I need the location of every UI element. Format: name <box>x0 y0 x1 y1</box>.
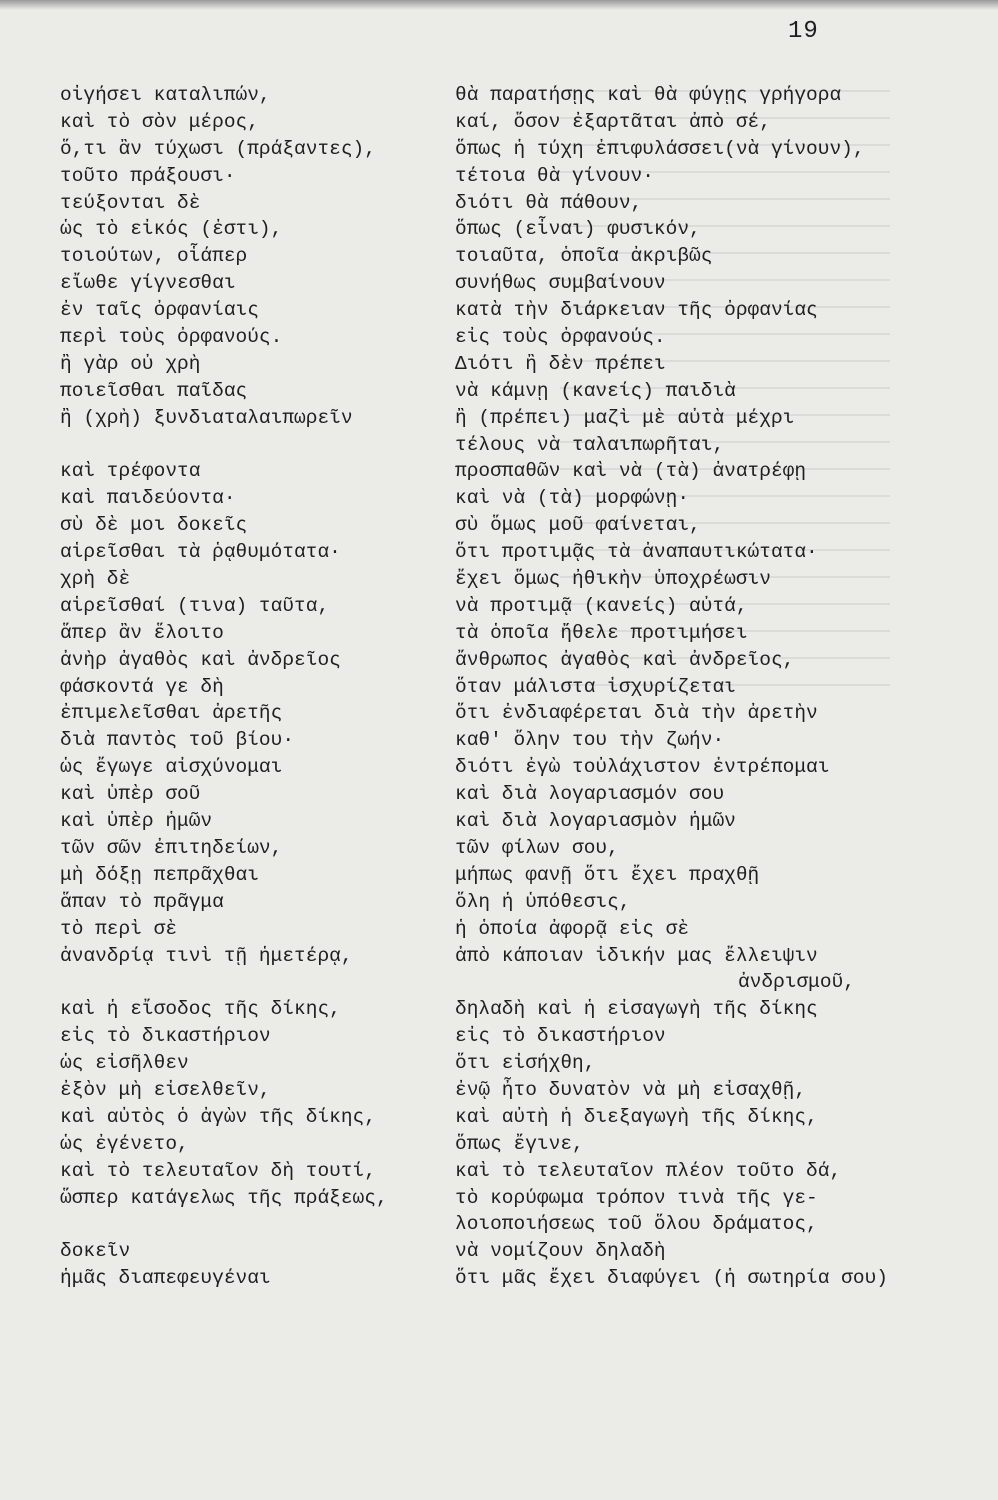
page-number: 19 <box>788 18 819 45</box>
original-text-line: αἱρεῖσθαί (τινα) ταῦτα, <box>60 594 330 617</box>
original-text-line: οἰγήσει καταλιπών, <box>60 84 271 106</box>
translation-text-line: ὅτι μᾶς ἔχει διαφύγει (ἡ σωτηρία σου) <box>455 1267 888 1290</box>
original-text-line: ὥσπερ κατάγελως τῆς πράξεως, <box>60 1186 388 1209</box>
original-text-line <box>60 1211 440 1238</box>
translation-text-line: ὅλη ἡ ὑπόθεσις, <box>455 890 631 913</box>
original-text-line: ἀνανδρίᾳ τινὶ τῇ ἡμετέρᾳ, <box>60 944 353 967</box>
translation-text-line: κατὰ τὴν διάρκειαν τῆς ὀρφανίας <box>455 299 818 322</box>
translation-text-line: καὶ τὸ τελευταῖον πλέον τοῦτο δά, <box>455 1159 842 1182</box>
translation-text-line: τέτοια θὰ γίνουν· <box>455 164 654 187</box>
original-text-line: ὡς εἰσῆλθεν <box>60 1052 189 1075</box>
original-text-line: τὸ περὶ σὲ <box>60 917 178 940</box>
original-text-line: τοῦτο πράξουσι· <box>60 164 236 187</box>
translation-text-line: ἡ ὁποία ἀφορᾷ εἰς σὲ <box>455 917 690 940</box>
original-text-line: ὅ,τι ἂν τύχωσι (πράξαντες), <box>60 137 376 160</box>
original-text-line: τοιούτων, οἷάπερ <box>60 245 248 268</box>
original-text-line: ἢ (χρὴ) ξυνδιαταλαιπωρεῖν <box>60 406 353 429</box>
translation-text-line: νὰ προτιμᾷ (κανείς) αὐτά, <box>455 594 748 617</box>
original-text-line: ἅπαν τὸ πρᾶγμα <box>60 890 224 913</box>
original-text-line: ποιεῖσθαι παῖδας <box>60 379 248 402</box>
original-text-line: καὶ τὸ σὸν μέρος, <box>60 110 259 133</box>
original-text-line: δοκεῖν <box>60 1240 131 1263</box>
greek-original-column <box>60 82 440 1292</box>
translation-text-line: καθ' ὅλην του τὴν ζωήν· <box>455 729 725 752</box>
translation-text-line: τέλους νὰ ταλαιπωρῆται, <box>455 433 725 456</box>
original-text-line: ἐπιμελεῖσθαι ἀρετῆς <box>60 702 283 725</box>
original-text-line: ἀνὴρ ἀγαθὸς καὶ ἀνδρεῖος <box>60 648 341 671</box>
original-text-line <box>60 432 440 459</box>
original-text-line: καὶ αὐτὸς ὁ ἀγὼν τῆς δίκης, <box>60 1105 376 1128</box>
translation-text-line: ὅπως (εἶναι) φυσικόν, <box>455 218 701 241</box>
translation-text-line: δηλαδὴ καὶ ἡ εἰσαγωγὴ τῆς δίκης <box>455 998 818 1021</box>
translation-text-line: Διότι ἢ δὲν πρέπει <box>455 352 666 375</box>
original-text-line: ὡς ἔγωγε αἰσχύνομαι <box>60 756 283 779</box>
translation-text-line: νὰ νομίζουν δηλαδὴ <box>455 1240 666 1263</box>
translation-text-line: τοιαῦτα, ὁποῖα ἀκριβῶς <box>455 245 713 268</box>
original-text-line: καὶ παιδεύοντα· <box>60 487 236 510</box>
original-text-line: καὶ ὑπὲρ σοῦ <box>60 783 201 806</box>
translation-text-line: καὶ νὰ (τὰ) μορφώνῃ· <box>455 487 690 510</box>
translation-text-line: ἔχει ὅμως ἠθικὴν ὑποχρέωσιν <box>455 568 771 591</box>
translation-text-line: καὶ αὐτὴ ἡ διεξαγωγὴ τῆς δίκης, <box>455 1105 818 1128</box>
translation-text-line: ὅπως ἡ τύχη ἐπιφυλάσσει(νὰ γίνουν), <box>455 137 865 160</box>
translation-text-line: ὅτι εἰσήχθη, <box>455 1052 596 1075</box>
translation-text-line: μήπως φανῇ ὅτι ἔχει πραχθῇ <box>455 863 760 886</box>
original-text-line: ἐν ταῖς ὀρφανίαις <box>60 299 259 322</box>
translation-text-line: ἀπὸ κάποιαν ἰδικήν μας ἔλλειψιν <box>455 944 818 967</box>
original-text-line: ἅπερ ἂν ἕλοιτο <box>60 621 224 644</box>
original-text-line: διὰ παντὸς τοῦ βίου· <box>60 729 295 752</box>
original-text-line: ἡμᾶς διαπεφευγέναι <box>60 1267 271 1290</box>
original-text-line: καὶ τὸ τελευταῖον δὴ τουτί, <box>60 1159 376 1182</box>
original-text-line: ἐξὸν μὴ εἰσελθεῖν, <box>60 1078 271 1101</box>
original-text-line: ὡς ἐγένετο, <box>60 1132 189 1155</box>
original-text-line: καὶ τρέφοντα <box>60 460 201 483</box>
translation-text-line: προσπαθῶν καὶ νὰ (τὰ) ἀνατρέφῃ <box>455 460 807 483</box>
translation-text-line: τῶν φίλων σου, <box>455 836 619 859</box>
translation-text-line: ἀνδρισμοῦ, <box>737 971 855 994</box>
original-text-line: τεύξονται δὲ <box>60 191 201 214</box>
original-text-line: τῶν σῶν ἐπιτηδείων, <box>60 836 283 859</box>
translation-text-line: ὅταν μάλιστα ἰσχυρίζεται <box>455 675 736 698</box>
translation-text-line: θὰ παρατήσῃς καὶ θὰ φύγῃς γρήγορα <box>455 84 842 106</box>
original-text-line: περὶ τοὺς ὀρφανούς. <box>60 326 283 349</box>
translation-text-line: ὅτι ἐνδιαφέρεται διὰ τὴν ἀρετὴν <box>455 702 818 725</box>
original-text-line: σὺ δὲ μοι δοκεῖς <box>60 514 248 537</box>
translation-text-line: τὰ ὁποῖα ἤθελε προτιμήσει <box>455 621 748 644</box>
translation-text-line: ἄνθρωπος ἀγαθὸς καὶ ἀνδρεῖος, <box>455 648 795 671</box>
original-text-line: φάσκοντά γε δὴ <box>60 675 224 698</box>
original-text-line <box>60 969 440 996</box>
original-text-line: αἱρεῖσθαι τὰ ῥᾳθυμότατα· <box>60 541 341 564</box>
translation-text-line: τὸ κορύφωμα τρόπον τινὰ τῆς γε- <box>455 1186 818 1209</box>
translation-text-line: ἐνῷ ἦτο δυνατὸν νὰ μὴ εἰσαχθῇ, <box>455 1078 807 1101</box>
original-text-line: ὡς τὸ εἰκός (ἐστι), <box>60 218 283 241</box>
translation-text-line: καὶ διὰ λογαριασμὸν ἡμῶν <box>455 810 736 833</box>
original-text-line: ἢ γὰρ οὐ χρὴ <box>60 352 201 375</box>
translation-text-line: διότι ἐγὼ τοὐλάχιστον ἐντρέπομαι <box>455 756 830 779</box>
modern-greek-translation-column <box>455 82 888 1292</box>
original-text-line: καὶ ὑπὲρ ἡμῶν <box>60 810 213 833</box>
original-text-line: καὶ ἡ εἴσοδος τῆς δίκης, <box>60 998 341 1021</box>
original-text-line: χρὴ δὲ <box>60 568 131 591</box>
translation-text-line: εἰς τὸ δικαστήριον <box>455 1025 666 1048</box>
translation-text-line: καί, ὅσον ἐξαρτᾶται ἀπὸ σέ, <box>455 110 771 133</box>
translation-text-line: ἢ (πρέπει) μαζὶ μὲ αὐτὰ μέχρι <box>455 406 795 429</box>
translation-text-line: νὰ κάμνῃ (κανείς) παιδιὰ <box>455 379 736 402</box>
page-top-edge <box>0 0 998 10</box>
original-text-line: μὴ δόξῃ πεπρᾶχθαι <box>60 863 259 886</box>
translation-text-line: ὅπως ἔγινε, <box>455 1132 584 1155</box>
translation-text-line: καὶ διὰ λογαριασμόν σου <box>455 783 725 806</box>
translation-text-line: διότι θὰ πάθουν, <box>455 191 643 214</box>
translation-text-line: συνήθως συμβαίνουν <box>455 272 666 295</box>
translation-text-line: εἰς τοὺς ὀρφανούς. <box>455 326 666 349</box>
translation-text-line: σὺ ὅμως μοῦ φαίνεται, <box>455 514 701 537</box>
translation-text-line: ὅτι προτιμᾷς τὰ ἀναπαυτικώτατα· <box>455 541 818 564</box>
original-text-line: εἴωθε γίγνεσθαι <box>60 272 236 295</box>
original-text-line: εἰς τὸ δικαστήριον <box>60 1025 271 1048</box>
translation-text-line: λοιοποιήσεως τοῦ ὅλου δράματος, <box>455 1213 818 1236</box>
